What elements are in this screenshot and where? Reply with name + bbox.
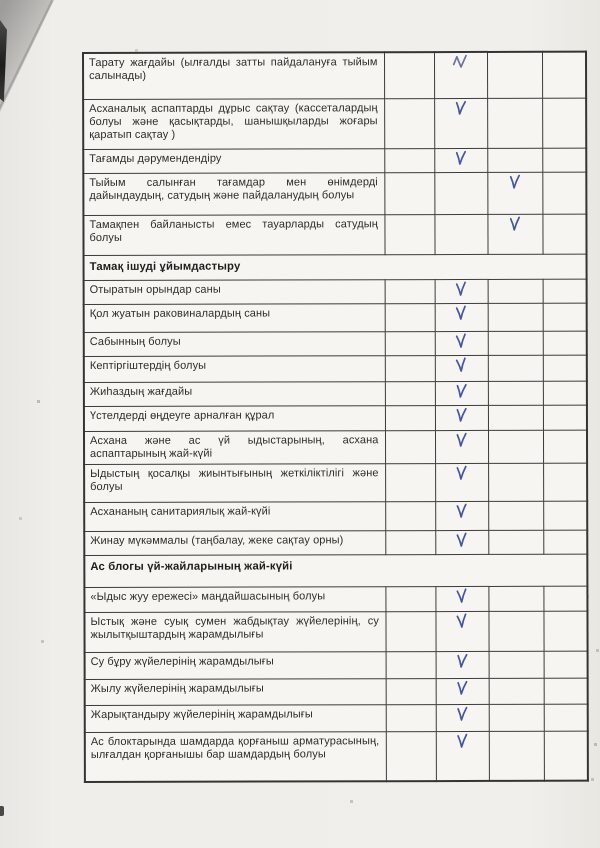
check-cell-col3 [488, 355, 543, 381]
check-cell-col1 [385, 303, 435, 331]
checklist-item-row [84, 381, 587, 406]
check-cell-col3 [487, 214, 542, 254]
check-cell-col3 [489, 678, 544, 704]
check-cell-col2 [436, 704, 489, 731]
check-cell-col3 [488, 530, 543, 554]
check-cell-col2 [435, 279, 488, 303]
section-title: Тамақ ішуді ұйымдастыру [84, 254, 587, 280]
item-label: Кептіргіштердің болуы [84, 355, 385, 382]
item-label: Ыдыстың қосалқы жиынтығының жеткіліктілігі және болуы [84, 463, 385, 502]
check-cell-col1 [385, 501, 435, 530]
check-cell-col3 [489, 731, 544, 781]
item-label: Асханалық аспаптарды дұрыс сақтау (кассеталардың болуы және қасықтарды, шанышқыларды жоғары қаратып сақтау ) [83, 98, 384, 149]
check-cell-col2 [434, 52, 487, 98]
check-cell-col3 [488, 331, 543, 355]
checkmark-icon [453, 430, 471, 449]
checkmark-icon [452, 303, 470, 322]
check-cell-col4 [543, 586, 587, 611]
check-cell-col1 [384, 172, 434, 214]
check-cell-col3 [488, 381, 543, 405]
check-cell-col2 [435, 501, 488, 530]
item-label: Ыстық және суық сумен жабдықтау жүйелерінің, су жылытқыштардың жарамдылығы [84, 611, 385, 652]
check-cell-col2 [434, 172, 487, 214]
checkmark-icon [453, 704, 471, 723]
item-label: Сабынның болуы [84, 331, 385, 356]
check-cell-col4 [543, 611, 587, 651]
check-cell-col2 [434, 148, 487, 172]
checklist-item-row [85, 678, 588, 705]
check-cell-col4 [543, 463, 587, 501]
check-cell-col1 [386, 704, 436, 731]
check-cell-col2 [435, 530, 488, 554]
item-label: Жинау мүкәммалы (таңбалау, жеке сақтау орны) [84, 530, 385, 555]
check-cell-col3 [489, 651, 544, 678]
checkmark-icon [452, 331, 470, 350]
check-cell-col4 [542, 148, 586, 172]
check-cell-col4 [544, 678, 588, 704]
check-cell-col3 [488, 279, 543, 303]
checkmark-icon [453, 405, 471, 424]
checkmark-icon [452, 279, 469, 297]
page-corner-fold-artifact [0, 0, 56, 112]
check-cell-col4 [543, 381, 587, 405]
check-cell-col3 [488, 430, 543, 463]
section-header-row [84, 554, 587, 587]
check-cell-col4 [542, 98, 586, 148]
check-cell-col3 [488, 586, 543, 611]
checklist-item-row [84, 303, 587, 332]
checklist-item-row [84, 331, 587, 356]
checkmark-icon [506, 172, 524, 191]
check-cell-col2 [435, 331, 488, 355]
check-cell-col4 [544, 651, 588, 678]
checkmark-icon [452, 148, 470, 167]
check-cell-col3 [488, 303, 543, 331]
check-cell-col2 [436, 651, 489, 678]
item-label: Асхана және ас үй ыдыстарының, асхана аспаптарының жай-күйі [84, 430, 385, 464]
item-label: Тамақпен байланысты емес тауарларды сатудың болуы [83, 214, 384, 255]
checklist-item-row [84, 501, 587, 531]
checklist-sheet [82, 51, 587, 783]
check-cell-col1 [385, 355, 435, 381]
check-cell-col1 [386, 678, 436, 704]
checklist-item-row [84, 463, 587, 502]
inspection-checklist-table [82, 51, 589, 783]
checkmark-icon [453, 586, 471, 605]
checkmark-icon [506, 214, 523, 232]
check-cell-col1 [385, 405, 435, 430]
item-label: Отыратын орындар саны [84, 279, 385, 304]
scan-speckles [0, 0, 1, 1]
check-cell-col2 [435, 611, 488, 651]
checkmark-icon [452, 355, 470, 374]
check-cell-col4 [543, 430, 587, 463]
item-label: Ас блоктарында шамдарда қорғаныш арматурасының, ылғалдан қорғанышы бар шамдардың болуы [85, 731, 386, 782]
section-header-row [84, 254, 587, 280]
check-cell-col4 [543, 355, 587, 381]
check-cell-col1 [385, 381, 435, 405]
checkmark-icon [453, 501, 470, 519]
check-cell-col2 [436, 731, 489, 781]
check-cell-col1 [385, 586, 435, 611]
check-cell-col2 [435, 381, 488, 405]
check-cell-col1 [384, 52, 434, 98]
item-label: Жылу жүйелерінің жарамдылығы [85, 678, 386, 705]
check-cell-col3 [488, 463, 543, 501]
item-label: Тыйым салынған тағамдар мен өнімдерді дайындаудың, сатудың және пайдаланудың болуы [83, 172, 384, 215]
check-cell-col4 [542, 172, 586, 214]
item-label: Жиһаздың жағдайы [84, 381, 385, 406]
check-cell-col1 [385, 463, 435, 501]
check-cell-col1 [385, 530, 435, 554]
item-label: Асхананың санитариялық жай-күйі [84, 501, 385, 531]
check-cell-col2 [435, 463, 488, 501]
checklist-item-row [84, 355, 587, 382]
check-cell-col3 [487, 148, 542, 172]
check-cell-col2 [435, 303, 488, 331]
check-cell-col1 [385, 611, 435, 651]
checklist-item-row [83, 98, 586, 149]
check-cell-col2 [435, 430, 488, 463]
check-cell-col1 [385, 331, 435, 355]
checklist-item-row [85, 731, 588, 782]
item-label: Үстелдерді өңдеуге арналған құрал [84, 405, 385, 431]
item-label: Тағамды дәрумендендіру [83, 148, 384, 173]
check-cell-col1 [384, 148, 434, 172]
checkmark-icon [452, 98, 470, 117]
checklist-item-row [84, 611, 587, 652]
checklist-item-row [84, 430, 587, 464]
checkmark-icon [453, 463, 470, 481]
check-cell-col2 [435, 355, 488, 381]
checklist-item-row [83, 52, 586, 99]
check-cell-col1 [386, 651, 436, 678]
check-cell-col3 [489, 704, 544, 731]
check-cell-col4 [543, 405, 587, 430]
checklist-item-row [84, 530, 587, 555]
item-label: Су бұру жүйелерінің жарамдылығы [85, 651, 386, 679]
checkmark-icon [453, 530, 470, 548]
check-cell-col2 [435, 405, 488, 430]
item-label: Тарату жағдайы (ылғалды затты пайдалануға тыйым салынады) [83, 52, 384, 99]
check-cell-col3 [487, 172, 542, 214]
check-cell-col2 [434, 98, 487, 148]
checklist-item-row [85, 704, 588, 732]
check-cell-col3 [487, 52, 542, 98]
item-label: Жарықтандыру жүйелерінің жарамдылығы [85, 704, 386, 732]
checkmark-icon [453, 678, 471, 697]
checkmark-icon [454, 731, 471, 749]
check-cell-col1 [386, 731, 436, 781]
check-cell-col3 [488, 611, 543, 651]
check-cell-col2 [435, 586, 488, 611]
checklist-rows [83, 52, 588, 782]
checklist-item-row [83, 172, 586, 215]
section-title: Ас блогы үй-жайларының жай-күйі [84, 554, 587, 587]
item-label: «Ыдыс жуу ережесі» маңдайшасының болуы [84, 586, 385, 612]
checklist-item-row [85, 651, 588, 679]
check-cell-col4 [543, 331, 587, 355]
check-cell-col1 [384, 214, 434, 254]
check-cell-col4 [543, 303, 587, 331]
check-cell-col4 [543, 530, 587, 554]
check-cell-col1 [384, 98, 434, 148]
check-cell-col1 [385, 430, 435, 463]
check-cell-col1 [385, 279, 435, 303]
checklist-item-row [83, 214, 586, 255]
checklist-item-row [84, 586, 587, 612]
check-cell-col4 [542, 52, 586, 98]
wavy-checkmark-icon [451, 52, 469, 71]
checkmark-icon [453, 651, 471, 670]
check-cell-col4 [543, 501, 587, 530]
checklist-item-row [84, 405, 587, 431]
check-cell-col3 [488, 405, 543, 430]
check-cell-col3 [488, 501, 543, 530]
check-cell-col4 [543, 279, 587, 303]
scan-smudge [0, 806, 4, 816]
checklist-item-row [84, 279, 587, 304]
checkmark-icon [452, 381, 470, 400]
checklist-item-row [83, 148, 586, 173]
check-cell-col4 [542, 214, 586, 254]
check-cell-col3 [487, 98, 542, 148]
checkmark-icon [453, 611, 471, 630]
check-cell-col2 [436, 678, 489, 704]
check-cell-col4 [544, 704, 588, 731]
item-label: Қол жуатын раковиналардың саны [84, 303, 385, 332]
check-cell-col2 [434, 214, 487, 254]
check-cell-col4 [544, 731, 588, 781]
